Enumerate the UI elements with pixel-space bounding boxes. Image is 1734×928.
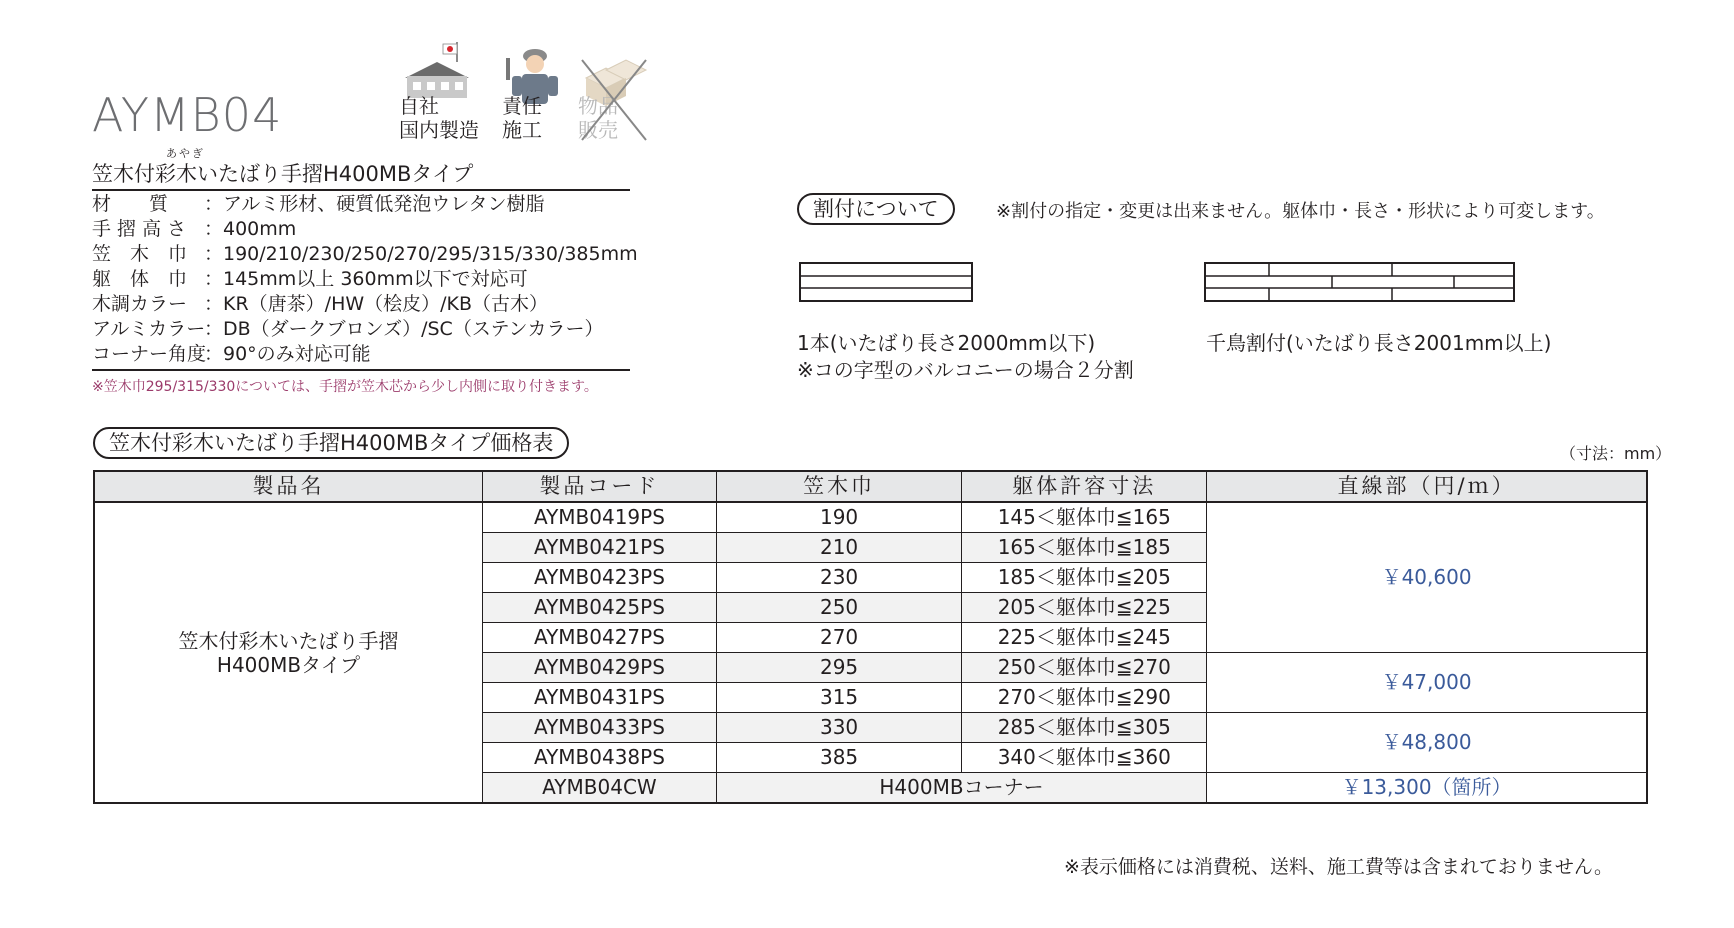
subtitle-rule [92,189,630,191]
header-product-name: 製品名 [94,471,483,502]
stagger-caption: 千鳥割付(いたばり長さ2001mm以上) [1206,331,1552,355]
spec-value: ：アルミ形材、硬質低発泡ウレタン樹脂 [204,193,545,215]
spec-height [92,217,296,242]
product-name-cell [94,502,483,803]
spec-key: 笠 木 巾 [92,243,188,265]
spec-key: 躯 体 巾 [92,268,188,290]
unit-note: （寸法：mm） [1560,444,1672,463]
width-cell: 330 [716,713,962,743]
product-name-line2: H400MBタイプ [216,652,361,677]
badge-domestic [397,52,477,144]
badge-responsible [500,52,580,144]
range-cell: 340＜躯体巾≦360 [962,743,1207,773]
spec-alu-color [92,317,604,342]
corner-code-cell: AYMB04CW [483,773,717,804]
spec-key: 手 摺 高 さ [92,218,187,240]
factory-icon [397,40,477,100]
badge-responsible-line2: 施工 [502,118,542,142]
spec-value: ：DB（ダークブロンズ）/SC（ステンカラー） [204,318,604,340]
table-row [94,502,1647,533]
price-table [93,470,1648,804]
range-cell: 165＜躯体巾≦185 [962,533,1207,563]
split-pill: 割付について [797,193,955,225]
spec-value: ：KR（唐茶）/HW（桧皮）/KB（古木） [204,293,549,315]
badge-domestic-line1: 自社 [399,94,439,118]
spec-corner-angle [92,342,371,367]
price-cell: ￥40,600 [1207,502,1647,653]
spec-value: ：145mm以上 360mm以下で対応可 [204,268,528,290]
range-cell: 285＜躯体巾≦305 [962,713,1207,743]
code-cell: AYMB0421PS [483,533,717,563]
badge-domestic-line2: 国内製造 [399,118,479,142]
width-cell: 250 [716,593,962,623]
spec-body-width [92,267,528,292]
single-caption: 1本(いたばり長さ2000mm以下) [797,331,1096,355]
badge-responsible-line1: 責任 [502,94,542,118]
badge-goods-line2: 販売 [578,118,618,142]
spec-material [92,192,544,217]
subtitle: 笠木付彩木いたばり手摺H400MBタイプ [92,162,474,186]
header-body-range: 躯体許容寸法 [962,471,1207,502]
spec-note: ※笠木巾295/315/330については、手摺が笠木芯から少し内側に取り付きます。 [92,379,598,395]
spec-key: 材 質 [92,193,169,215]
width-cell: 270 [716,623,962,653]
code-cell: AYMB0431PS [483,683,717,713]
table-header-row [94,471,1647,502]
single-note: ※コの字型のバルコニーの場合２分割 [797,358,1134,382]
staggered-board-diagram [1204,262,1516,304]
spec-key: コーナー角度 [92,343,207,365]
badge-goods-line1: 物品 [578,94,618,118]
price-cell: ￥47,000 [1207,653,1647,713]
width-cell: 230 [716,563,962,593]
range-cell: 205＜躯体巾≦225 [962,593,1207,623]
range-cell: 270＜躯体巾≦290 [962,683,1207,713]
cross-mark-icon [578,54,650,144]
range-cell: 250＜躯体巾≦270 [962,653,1207,683]
model-title: AYMB04 [92,88,283,142]
spec-wood-color [92,292,548,317]
spec-key: 木調カラー [92,293,188,315]
spec-cap-width [92,242,638,267]
header-cap-width: 笠木巾 [716,471,962,502]
range-cell: 185＜躯体巾≦205 [962,563,1207,593]
range-cell: 145＜躯体巾≦165 [962,502,1207,533]
header-product-code: 製品コード [483,471,717,502]
subtitle-ruby: あやぎ [166,147,205,160]
footer-note: ※表示価格には消費税、送料、施工費等は含まれておりません。 [1064,856,1614,878]
corner-label-cell: H400MBコーナー [716,773,1206,804]
split-note: ※割付の指定・変更は出来ません。躯体巾・長さ・形状により可変します。 [996,201,1605,222]
single-board-diagram [799,262,974,304]
width-cell: 315 [716,683,962,713]
code-cell: AYMB0425PS [483,593,717,623]
width-cell: 385 [716,743,962,773]
code-cell: AYMB0433PS [483,713,717,743]
product-name-line1: 笠木付彩木いたばり手摺 [178,628,399,653]
code-cell: AYMB0427PS [483,623,717,653]
spec-value: ：400mm [204,218,297,240]
badge-goods-sales [576,52,656,144]
price-cell: ￥48,800 [1207,713,1647,773]
code-cell: AYMB0423PS [483,563,717,593]
price-table-pill: 笠木付彩木いたばり手摺H400MBタイプ価格表 [93,427,569,459]
code-cell: AYMB0438PS [483,743,717,773]
spec-rule [92,369,630,371]
width-cell: 295 [716,653,962,683]
corner-price-cell: ￥13,300（箇所） [1207,773,1647,804]
code-cell: AYMB0419PS [483,502,717,533]
spec-value: ：190/210/230/250/270/295/315/330/385mm [204,243,638,265]
width-cell: 190 [716,502,962,533]
width-cell: 210 [716,533,962,563]
header-price: 直線部（円/ｍ） [1207,471,1647,502]
spec-value: ：90°のみ対応可能 [204,343,371,365]
range-cell: 225＜躯体巾≦245 [962,623,1207,653]
spec-key: アルミカラー [92,318,206,340]
code-cell: AYMB0429PS [483,653,717,683]
